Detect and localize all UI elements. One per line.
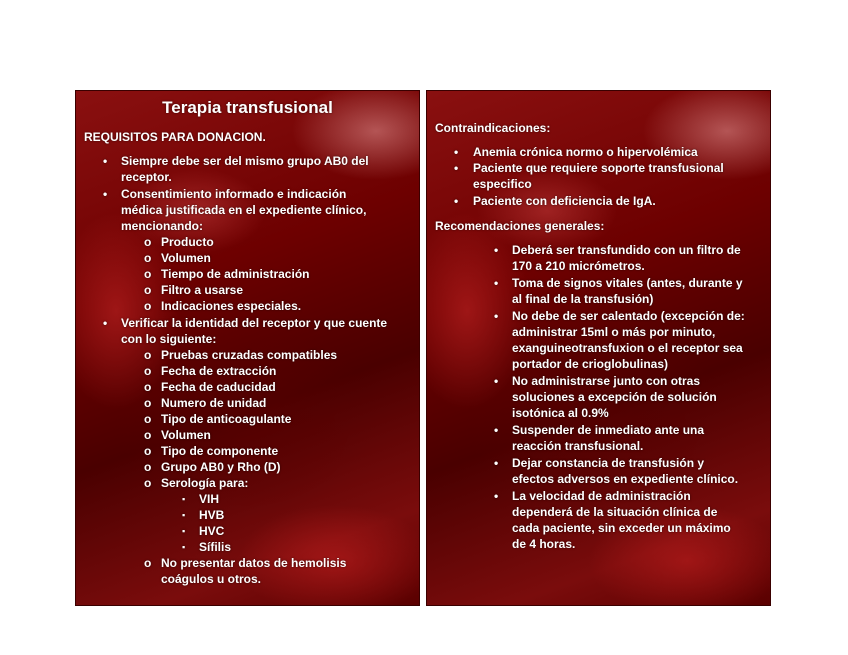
bullet-icon: • bbox=[494, 309, 499, 323]
sub-item: Grupo AB0 y Rho (D) bbox=[161, 460, 281, 474]
circle-bullet-icon: o bbox=[144, 428, 152, 442]
rec-item: Dejar constancia de transfusión y bbox=[512, 456, 705, 470]
item-text: Verificar la identidad del receptor y que cuente bbox=[121, 316, 388, 330]
rec-item: No administrarse junto con otras bbox=[512, 374, 701, 388]
bullet-icon: • bbox=[454, 161, 459, 175]
serology-item: VIH bbox=[199, 492, 220, 506]
rec-item: Suspender de inmediato ante una bbox=[512, 423, 705, 437]
rec-item: al final de la transfusión) bbox=[512, 292, 654, 306]
rec-item: Toma de signos vitales (antes, durante y bbox=[512, 276, 743, 290]
square-bullet-icon: ▪ bbox=[182, 494, 186, 504]
item-text: médica justificada en el expediente clínico, bbox=[121, 203, 367, 217]
contra-item: Anemia crónica normo o hipervolémica bbox=[473, 145, 698, 159]
sub-item: Fecha de caducidad bbox=[161, 380, 276, 394]
item-text: receptor. bbox=[121, 170, 172, 184]
bullet-icon: • bbox=[103, 154, 108, 168]
sub-item: No presentar datos de hemolisis bbox=[161, 556, 347, 570]
serology-item: Sífilis bbox=[199, 540, 232, 554]
contra-item: Paciente que requiere soporte transfusional bbox=[473, 161, 724, 175]
rec-item: efectos adversos en expediente clínico. bbox=[512, 472, 739, 486]
rec-item: cada paciente, sin exceder un máximo bbox=[512, 521, 731, 535]
rec-item: reacción transfusional. bbox=[512, 439, 644, 453]
sub-item: coágulos u otros. bbox=[161, 572, 262, 586]
rec-item: Deberá ser transfundido con un filtro de bbox=[512, 243, 741, 257]
circle-bullet-icon: o bbox=[144, 267, 152, 281]
rec-item: isotónica al 0.9% bbox=[512, 406, 609, 420]
circle-bullet-icon: o bbox=[144, 283, 152, 297]
left-panel bbox=[75, 90, 420, 606]
sub-item: Volumen bbox=[161, 251, 211, 265]
item-text: Siempre debe ser del mismo grupo AB0 del bbox=[121, 154, 369, 168]
bullet-icon: • bbox=[494, 456, 499, 470]
bullet-icon: • bbox=[494, 489, 499, 503]
rec-item: exanguineotransfuxion o el receptor sea bbox=[512, 341, 743, 355]
panel-title: Terapia transfusional bbox=[162, 98, 333, 117]
circle-bullet-icon: o bbox=[144, 476, 152, 490]
circle-bullet-icon: o bbox=[144, 412, 152, 426]
contraindications-heading: Contraindicaciones: bbox=[435, 121, 551, 135]
sub-item: Numero de unidad bbox=[161, 396, 267, 410]
serology-item: HVC bbox=[199, 524, 225, 538]
sub-item: Filtro a usarse bbox=[161, 283, 244, 297]
right-panel bbox=[426, 90, 771, 606]
requirements-heading: REQUISITOS PARA DONACION. bbox=[84, 130, 266, 144]
rec-item: portador de crioglobulinas) bbox=[512, 357, 669, 371]
sub-item: Serología para: bbox=[161, 476, 249, 490]
sub-item: Indicaciones especiales. bbox=[161, 299, 302, 313]
rec-item: 170 a 210 micrómetros. bbox=[512, 259, 645, 273]
sub-item: Pruebas cruzadas compatibles bbox=[161, 348, 338, 362]
item-text: con lo siguiente: bbox=[121, 332, 217, 346]
circle-bullet-icon: o bbox=[144, 251, 152, 265]
bullet-icon: • bbox=[103, 187, 108, 201]
circle-bullet-icon: o bbox=[144, 460, 152, 474]
rec-item: de 4 horas. bbox=[512, 537, 576, 551]
sub-item: Producto bbox=[161, 235, 214, 249]
item-text: Consentimiento informado e indicación bbox=[121, 187, 347, 201]
circle-bullet-icon: o bbox=[144, 348, 152, 362]
bullet-icon: • bbox=[103, 316, 108, 330]
item-text: mencionando: bbox=[121, 219, 204, 233]
circle-bullet-icon: o bbox=[144, 364, 152, 378]
rec-item: administrar 15ml o más por minuto, bbox=[512, 325, 716, 339]
bullet-icon: • bbox=[494, 276, 499, 290]
bullet-icon: • bbox=[454, 194, 459, 208]
circle-bullet-icon: o bbox=[144, 444, 152, 458]
bullet-icon: • bbox=[454, 145, 459, 159]
circle-bullet-icon: o bbox=[144, 556, 152, 570]
sub-item: Tiempo de administración bbox=[161, 267, 310, 281]
circle-bullet-icon: o bbox=[144, 396, 152, 410]
sub-item: Fecha de extracción bbox=[161, 364, 277, 378]
circle-bullet-icon: o bbox=[144, 299, 152, 313]
rec-item: No debe de ser calentado (excepción de: bbox=[512, 309, 745, 323]
contra-item: especifico bbox=[473, 177, 532, 191]
recommendations-heading: Recomendaciones generales: bbox=[435, 219, 605, 233]
rec-item: soluciones a excepción de solución bbox=[512, 390, 717, 404]
circle-bullet-icon: o bbox=[144, 380, 152, 394]
sub-item: Tipo de componente bbox=[161, 444, 279, 458]
sub-item: Volumen bbox=[161, 428, 211, 442]
bullet-icon: • bbox=[494, 243, 499, 257]
sub-item: Tipo de anticoagulante bbox=[161, 412, 292, 426]
rec-item: La velocidad de administración bbox=[512, 489, 691, 503]
square-bullet-icon: ▪ bbox=[182, 510, 186, 520]
rec-item: dependerá de la situación clínica de bbox=[512, 505, 718, 519]
square-bullet-icon: ▪ bbox=[182, 526, 186, 536]
contra-item: Paciente con deficiencia de IgA. bbox=[473, 194, 656, 208]
serology-item: HVB bbox=[199, 508, 225, 522]
bullet-icon: • bbox=[494, 423, 499, 437]
bullet-icon: • bbox=[494, 374, 499, 388]
square-bullet-icon: ▪ bbox=[182, 542, 186, 552]
circle-bullet-icon: o bbox=[144, 235, 152, 249]
